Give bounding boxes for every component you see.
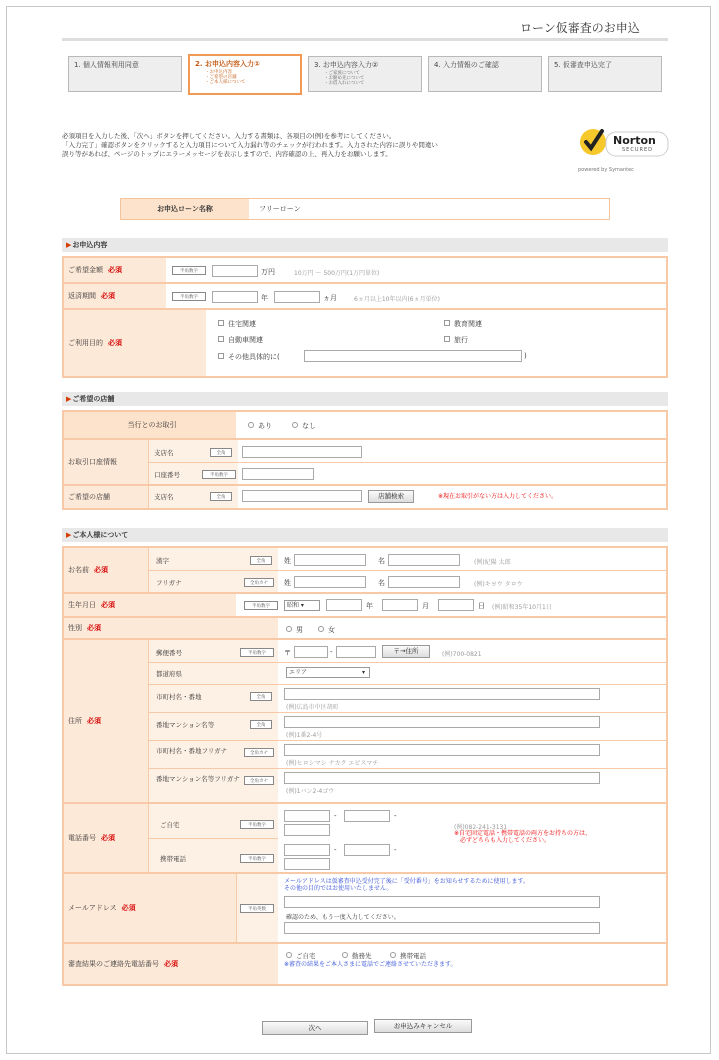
sei-kanji-input[interactable] [294,554,366,566]
store-branch-label: 支店名 [154,493,174,501]
gender-male-radio[interactable] [286,626,292,632]
section-personal-box [62,546,668,986]
loan-name-value: フリーローン [259,205,301,213]
birth-year-input[interactable] [326,599,362,611]
term-years-input[interactable] [212,291,258,303]
step-2-sub-3: ・ご本人様について [205,80,246,85]
city-label: 市町村名・番地 [156,693,202,701]
step-3-sub [324,71,416,86]
address-divider-3 [148,712,666,713]
phone-home-label: ご自宅 [160,821,180,829]
input-type-badge: 半角数字 [240,648,274,657]
row-store [64,486,666,508]
required-badge: 必須 [101,292,115,300]
section-personal-header [62,528,668,542]
gender-label [64,618,278,638]
mei-kana-input[interactable] [388,576,460,588]
birth-label-text: 生年月日 [68,601,96,609]
input-type-badge: 全角 [250,720,272,729]
email-label-text: メールアドレス [68,904,117,912]
usage-car-label: 自動車関連 [228,336,263,344]
address-divider-2 [148,684,666,685]
phone-mobile-2-input[interactable] [284,858,330,870]
required-badge: 必須 [87,624,101,632]
input-type-badge: 全角カナ [244,578,274,587]
phone-divider [148,838,278,839]
triangle-icon: ▶ [66,395,72,403]
row-term [64,284,666,310]
phone-home-2-input[interactable] [284,824,330,836]
step-3 [308,56,422,92]
step-3-sub-2: ・お勤め先について [324,76,365,81]
phone-mobile-1-input[interactable] [284,844,330,856]
birth-day-unit: 日 [478,602,485,610]
required-badge: 必須 [108,266,122,274]
city-input[interactable] [284,688,600,700]
row-transaction [64,412,666,440]
title-rule [62,38,668,41]
transaction-no-radio[interactable] [292,422,298,428]
term-label [64,284,166,308]
mei-kana-label: 名 [378,579,385,587]
bldg-input[interactable] [284,716,600,728]
bldg-kana-label: 番地マンション名等フリガナ [156,775,240,783]
usage-housing-checkbox[interactable] [218,320,224,326]
birth-year-unit: 年 [366,602,373,610]
row-usage [64,310,666,376]
birth-era-value: 昭和 [287,602,300,609]
intro-line-3: 誤り等があれば、ページのトップにエラーメッセージを表示しますので、内容確認の上、再入力をお願いします。 [62,150,392,158]
contact-home-label: ご自宅 [296,952,316,960]
usage-housing-label: 住宅関連 [228,320,256,328]
step-3-label: 3. お申込内容入力② [314,61,379,69]
gender-female-label: 女 [328,626,335,634]
email-confirm-label: 確認のため、もう一度入力してください。 [286,914,400,921]
row-phone: 電話番号 必須 ご自宅 半角数字 - - 携帯電話 半角数字 - - (例)082-241-3131 ※自宅固定電話・携帯電話の両方をお持ちの方は、 必ずどちらも入力してください。 [64,804,666,874]
chevron-down-icon: ▾ [361,669,365,676]
input-type-badge: 半角数字 [202,470,236,479]
term-months-input[interactable] [274,291,320,303]
triangle-icon: ▶ [66,531,72,539]
usage-other-close: ) [524,352,527,360]
birth-label [64,594,236,616]
address-divider-5 [148,768,666,769]
input-type-badge: 全角 [250,692,272,701]
amount-label-text: ご希望金額 [68,266,103,274]
amount-hint: 10万円 ～ 500万円(1万円単位) [294,270,380,277]
usage-other-checkbox[interactable] [218,353,224,359]
city-kana-input[interactable] [284,744,600,756]
step-2-sub-1: ・お申込内容 [205,70,232,75]
section-application-box [62,256,668,378]
step-2-current [188,54,302,95]
page-title: ローン仮審査のお申込 [520,21,640,35]
section-store-box [62,410,668,510]
input-type-badge: 全角 [210,448,232,457]
phone-note-1: ※自宅固定電話・携帯電話の両方をお持ちの方は、 [454,830,592,837]
amount-input[interactable] [212,265,258,277]
section-store-header [62,392,668,406]
step-2-label: 2. お申込内容入力① [195,60,260,68]
input-type-badge: 半角英数 [240,904,274,913]
city-example: (例)広島市中区胡町 [286,704,339,711]
phone-mobile-3-input[interactable] [344,844,390,856]
term-year-unit: 年 [261,294,268,302]
store-note: ※現在お取引がない方は入力してください。 [438,493,558,500]
zip-label: 郵便番号 [156,649,182,657]
mei-label: 名 [378,557,385,565]
input-type-badge: 半角数字 [172,266,206,275]
section-store-title: ご希望の店舗 [72,395,115,403]
step-3-sub-3: ・お借入れについて [324,81,365,86]
phone-label-text: 電話番号 [68,834,96,842]
bldg-kana-example: (例)1バン2-4ゴウ [286,788,335,795]
required-badge: 必須 [87,717,101,725]
intro-line-1: 必須項目を入力した後、「次へ」ボタンを押してください。入力する書類は、各項目の(例)を参考にしてください。 [62,132,396,140]
step-1 [68,56,182,92]
input-type-badge: 全角カナ [244,776,274,785]
address-label-text: 住所 [68,717,82,725]
contact-note: ※審査の結果をご本人さまに電話でご連絡させていただきます。 [284,961,457,968]
step-3-sub-1: ・ご家族について [324,71,360,76]
gender-female-radio[interactable] [318,626,324,632]
input-type-badge: 半角数字 [240,854,274,863]
name-label-text: お名前 [68,566,89,574]
norton-secured: SECURED [622,147,653,153]
zip-example: (例)700-0821 [442,651,482,658]
required-badge: 必須 [101,601,115,609]
next-button[interactable]: 次へ [262,1021,368,1035]
term-month-unit: ヵ月 [323,294,337,302]
account-number-label: 口座番号 [154,471,180,479]
transaction-yes-radio[interactable] [248,422,254,428]
account-branch-label: 支店名 [154,449,174,457]
contact-work-label: 勤務先 [352,952,372,960]
step-2-sub [205,70,295,85]
intro-text [62,132,552,159]
row-gender [64,618,666,640]
section-application-title: お申込内容 [72,241,108,249]
zip-mark: 〒 [284,649,291,657]
birth-era-select[interactable]: 昭和 ▾ [284,600,320,611]
contact-home-radio[interactable] [286,952,292,958]
bldg-example: (例)1番2-4号 [286,732,323,739]
email-note-2: その他の目的ではお使用いたしません。 [284,885,393,892]
row-address: 住所 必須 郵便番号 半角数字 〒 - 〒→住所 (例)700-0821 都道府県 エリア ▾ 市町村名・番地 全角 (例)広島市中区胡町 番地マンション名等 全角 (例)1番2-4号 市町村名・番地フリガナ 全角カナ (例)ヒロシマシ ナカク エビスマチ 番地マンション名等フリガナ 全角カナ (例)1バン2-4ゴウ [64,640,666,804]
account-branch-input[interactable] [242,446,362,458]
store-label [64,486,148,508]
phone-mobile-label: 携帯電話 [160,855,186,863]
amount-unit: 万円 [261,268,275,276]
usage-other-label: その他具体的に( [228,353,280,361]
name-divider [148,570,666,571]
amount-label [64,258,166,282]
account-divider [148,462,666,463]
transaction-no-label: なし [302,422,316,430]
cancel-button[interactable]: お申込みキャンセル [374,1019,472,1033]
required-badge: 必須 [121,904,136,912]
step-5-label: 5. 仮審査申込完了 [554,61,612,69]
step-5 [548,56,662,92]
contact-label [64,944,278,984]
loan-name-label: お申込ローン名称 [121,199,249,219]
zip-second-input[interactable] [336,646,376,658]
email-label [64,874,236,942]
input-type-badge: 半角数字 [240,820,274,829]
contact-mobile-label: 携帯電話 [400,952,426,960]
birth-month-unit: 月 [422,602,429,610]
sei-label: 姓 [284,557,291,565]
step-2-sub-2: ・ご希望の店舗 [205,75,237,80]
birth-month-input[interactable] [382,599,418,611]
transaction-label-text: 当行とのお取引 [127,421,177,429]
bldg-label: 番地マンション名等 [156,721,215,729]
phone-home-3-input[interactable] [344,810,390,822]
pref-value: エリア [289,669,308,676]
required-badge: 必須 [108,339,122,347]
usage-education-label: 教育関連 [454,320,482,328]
transaction-label [64,412,236,438]
term-label-text: 返済期間 [68,292,96,300]
loan-name-box [120,198,610,220]
row-email [64,874,666,944]
row-amount [64,258,666,284]
bldg-kana-input[interactable] [284,772,600,784]
step-4 [428,56,542,92]
sei-kana-label: 姓 [284,579,291,587]
usage-travel-checkbox[interactable] [444,336,450,342]
section-application-header [62,238,668,252]
input-type-badge: 全角カナ [244,748,274,757]
usage-travel-label: 旅行 [454,336,468,344]
pref-label: 都道府県 [156,670,182,678]
name-kana-example: (例)キヨウ タロウ [474,581,523,588]
store-search-button[interactable]: 店舗検索 [368,490,414,503]
row-name [64,548,666,594]
usage-other-input[interactable] [304,350,522,362]
name-kanji-example: (例)紀陽 太郎 [474,559,511,566]
store-label-text: ご希望の店舗 [68,493,110,501]
step-4-label: 4. 入力情報のご確認 [434,61,499,69]
norton-powered: powered by Symantec [578,167,634,173]
section-personal-title: ご本人様について [72,531,129,539]
input-type-badge: 半角数字 [172,292,206,301]
email-note-1: メールアドレスは仮審査申込受付完了後に「受付番号」をお知らせするために使用します。 [284,878,530,885]
birth-day-input[interactable] [438,599,474,611]
name-label [64,548,148,592]
usage-label [64,310,206,376]
name-kana-label: フリガナ [156,579,182,587]
contact-work-radio[interactable] [342,952,348,958]
phone-home-1-input[interactable] [284,810,330,822]
usage-education-checkbox[interactable] [444,320,450,326]
input-type-badge: 全角 [210,492,232,501]
address-divider-1 [148,662,666,663]
term-hint: 6ヵ月以上10年以内(6ヵ月単位) [354,296,440,303]
pref-select[interactable] [286,667,370,678]
phone-example: (例)082-241-3131 [454,824,508,831]
contact-label-text: 審査結果のご連絡先電話番号 [68,960,159,968]
phone-note-2: 必ずどちらも入力してください。 [460,837,551,844]
zip-to-address-button[interactable]: 〒→住所 [382,645,430,658]
account-label [64,440,148,484]
row-account [64,440,666,486]
transaction-yes-label: あり [258,422,272,430]
usage-label-text: ご利用目的 [68,339,103,347]
required-badge: 必須 [94,566,108,574]
step-1-label: 1. 個人情報利用同意 [74,61,139,69]
input-type-badge: 半角数字 [244,601,278,610]
city-kana-example: (例)ヒロシマシ ナカク エビスマチ [286,760,379,767]
required-badge: 必須 [101,834,115,842]
address-divider-4 [148,740,666,741]
norton-brand: Norton [613,134,656,147]
birth-example: (例)昭和35年10月1日 [492,604,552,611]
triangle-icon: ▶ [66,241,72,249]
contact-mobile-radio[interactable] [390,952,396,958]
gender-male-label: 男 [296,626,303,634]
gender-label-text: 性別 [68,624,82,632]
email-input[interactable] [284,896,600,908]
usage-car-checkbox[interactable] [218,336,224,342]
name-kanji-label: 漢字 [156,557,169,565]
intro-line-2: 「入力完了」確認ボタンをクリックすると入力項目について入力漏れ等のチェックが行われます。入力された内容に誤りや間違い [62,141,438,149]
zip-first-input[interactable] [294,646,328,658]
city-kana-label: 市町村名・番地フリガナ [156,747,228,755]
input-type-badge: 全角 [250,556,272,565]
account-number-input[interactable] [242,468,314,480]
mei-kanji-input[interactable] [388,554,460,566]
phone-label [64,804,148,872]
address-label [64,640,148,802]
row-contact [64,944,666,984]
norton-seal[interactable] [576,122,670,180]
email-confirm-input[interactable] [284,922,600,934]
store-branch-input[interactable] [242,490,362,502]
account-label-text: お取引口座情報 [68,458,117,466]
row-birth [64,594,666,618]
required-badge: 必須 [164,960,178,968]
sei-kana-input[interactable] [294,576,366,588]
